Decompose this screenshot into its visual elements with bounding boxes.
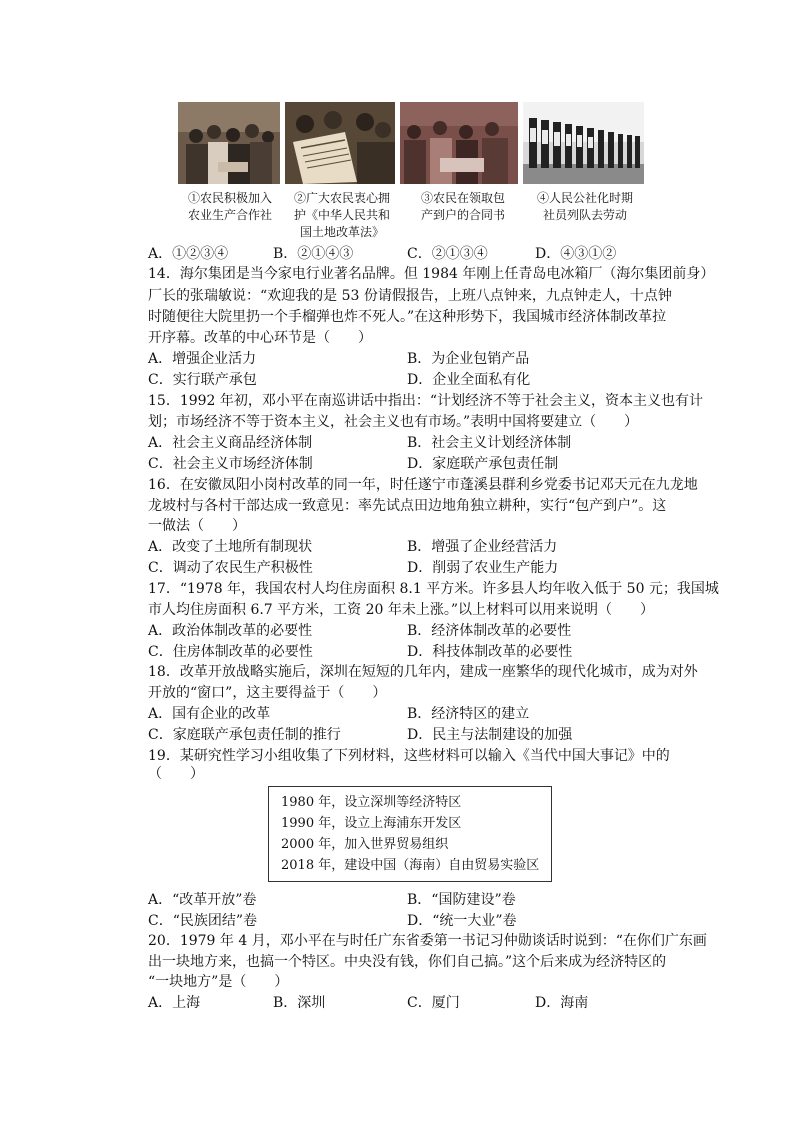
caption-line: 农业生产合作社 — [187, 208, 272, 222]
q13-option-c[interactable]: C．②①③④ — [407, 246, 488, 262]
q19-material-line: 1990 年，设立上海浦东开发区 — [281, 816, 462, 831]
q14-option-b[interactable]: B．为企业包销产品 — [407, 351, 530, 367]
q18-option-c[interactable]: C．家庭联产承包责任制的推行 — [148, 727, 341, 743]
photo-caption-4 — [524, 190, 646, 224]
caption-line: ④人民公社化时期 — [536, 191, 633, 205]
q18-stem-line-2: 开放的“窗口”，这主要得益于（ ） — [148, 685, 387, 701]
q20-stem-line-3: “一块地方”是（ ） — [148, 974, 289, 990]
q19-option-c[interactable]: C．“民族团结”卷 — [148, 913, 258, 929]
caption-line: ③农民在领取包 — [420, 191, 505, 205]
q19-option-a[interactable]: A．“改革开放”卷 — [148, 892, 257, 908]
q14-stem-line-2: 厂长的张瑞敏说：“欢迎我的是 53 份请假报告，上班八点钟来，九点钟走人，十点钟 — [148, 288, 672, 304]
q17-option-b[interactable]: B．经济体制改革的必要性 — [407, 623, 572, 639]
q15-option-d[interactable]: D．家庭联产承包责任制 — [407, 456, 559, 472]
photo-caption-1 — [170, 190, 290, 224]
q15-option-a[interactable]: A．社会主义商品经济体制 — [148, 435, 313, 451]
q19-option-d[interactable]: D．“统一大业”卷 — [407, 913, 517, 929]
q19-stem-line-2: （ ） — [148, 766, 204, 782]
q17-option-a[interactable]: A．政治体制改革的必要性 — [148, 623, 313, 639]
photo-farmers-receiving-contracts — [400, 102, 518, 184]
q19-material-line: 2018 年，建设中国（海南）自由贸易实验区 — [281, 858, 540, 873]
q20-stem-line-1: 20．1979 年 4 月，邓小平在与时任广东省委第一书记习仲勋谈话时说到：“在你们广东画 — [148, 933, 707, 949]
photo-caption-3 — [404, 190, 522, 224]
q16-option-c[interactable]: C．调动了农民生产积极性 — [148, 560, 313, 576]
q17-option-d[interactable]: D．科技体制改革的必要性 — [407, 644, 573, 660]
caption-line: 国土地改革法》 — [299, 225, 384, 239]
q19-option-b[interactable]: B．“国防建设”卷 — [407, 892, 516, 908]
photo-commune-members-to-work — [523, 102, 644, 184]
q17-stem-line-2: 市人均住房面积 6.7 平方米，工资 20 年未上涨。”以上材料可以用来说明（ ） — [148, 602, 655, 618]
q19-material-box — [268, 786, 552, 882]
q14-stem-line-4: 开序幕。改革的中心环节是（ ） — [148, 330, 372, 346]
q19-material-line: 2000 年，加入世界贸易组织 — [281, 837, 449, 852]
q14-option-c[interactable]: C．实行联产承包 — [148, 372, 257, 388]
photo-strip — [178, 102, 644, 184]
q20-option-b[interactable]: B．深圳 — [273, 995, 326, 1011]
q20-stem-line-2: 出一块地方来，也搞一个特区。中央没有钱，你们自己搞。”这个后来成为经济特区的 — [148, 954, 667, 970]
caption-line: ②广大农民衷心拥 — [293, 191, 390, 205]
q15-option-c[interactable]: C．社会主义市场经济体制 — [148, 456, 313, 472]
q18-stem-line-1: 18．改革开放战略实施后，深圳在短短的几年内，建成一座繁华的现代化城市，成为对外 — [148, 664, 698, 680]
q15-stem-line-2: 划；市场经济不等于资本主义，社会主义也有市场。”表明中国将要建立（ ） — [148, 414, 639, 430]
photo-land-reform-law — [285, 102, 395, 184]
q20-option-d[interactable]: D．海南 — [535, 995, 589, 1011]
caption-line: ①农民积极加入 — [187, 191, 272, 205]
q19-material-line: 1980 年，设立深圳等经济特区 — [281, 795, 462, 810]
q17-option-c[interactable]: C．住房体制改革的必要性 — [148, 644, 313, 660]
q16-option-b[interactable]: B．增强了企业经营活力 — [407, 539, 558, 555]
q16-option-d[interactable]: D．削弱了农业生产能力 — [407, 560, 559, 576]
caption-line: 护《中华人民共和 — [293, 208, 390, 222]
q15-option-b[interactable]: B．社会主义计划经济体制 — [407, 435, 572, 451]
caption-line: 社员列队去劳动 — [542, 208, 627, 222]
q16-stem-line-2: 龙坡村与各村干部达成一致意见：率先试点田边地角独立耕种，实行“包产到户”。这 — [148, 498, 667, 514]
q14-option-a[interactable]: A．增强企业活力 — [148, 351, 257, 367]
q16-stem-line-3: 一做法（ ） — [148, 518, 246, 534]
q13-option-d[interactable]: D．④③①② — [535, 246, 617, 262]
caption-line: 产到户的合同书 — [420, 208, 505, 222]
q16-option-a[interactable]: A．改变了土地所有制现状 — [148, 539, 313, 555]
q13-option-b[interactable]: B．②①④③ — [273, 246, 354, 262]
q20-option-a[interactable]: A．上海 — [148, 995, 201, 1011]
q19-stem-line-1: 19．某研究性学习小组收集了下列材料，这些材料可以输入《当代中国大事记》中的 — [148, 748, 670, 764]
q15-stem-line-1: 15．1992 年初，邓小平在南巡讲话中指出：“计划经济不等于社会主义，资本主义也有计 — [148, 393, 704, 409]
photo-farmers-joining-cooperative — [178, 102, 280, 184]
q14-option-d[interactable]: D．企业全面私有化 — [407, 372, 531, 388]
q20-option-c[interactable]: C．厦门 — [407, 995, 460, 1011]
q13-option-a[interactable]: A．①②③④ — [148, 246, 229, 262]
q14-stem-line-3: 时随便往大院里扔一个手榴弹也炸不死人。”在这种形势下，我国城市经济体制改革拉 — [148, 309, 667, 325]
q18-option-d[interactable]: D．民主与法制建设的加强 — [407, 727, 573, 743]
photo-caption-2 — [283, 190, 401, 241]
q17-stem-line-1: 17．“1978 年，我国农村人均住房面积 8.1 平方米。许多县人均年收入低于 50 元；我国城 — [148, 581, 719, 597]
q14-stem-line-1: 14．海尔集团是当今家电行业著名品牌。但 1984 年刚上任青岛电冰箱厂（海尔集团前身） — [148, 266, 715, 282]
q18-option-b[interactable]: B．经济特区的建立 — [407, 706, 530, 722]
q16-stem-line-1: 16．在安徽凤阳小岗村改革的同一年，时任遂宁市蓬溪县群利乡党委书记邓天元在九龙地 — [148, 477, 698, 493]
q18-option-a[interactable]: A．国有企业的改革 — [148, 706, 271, 722]
